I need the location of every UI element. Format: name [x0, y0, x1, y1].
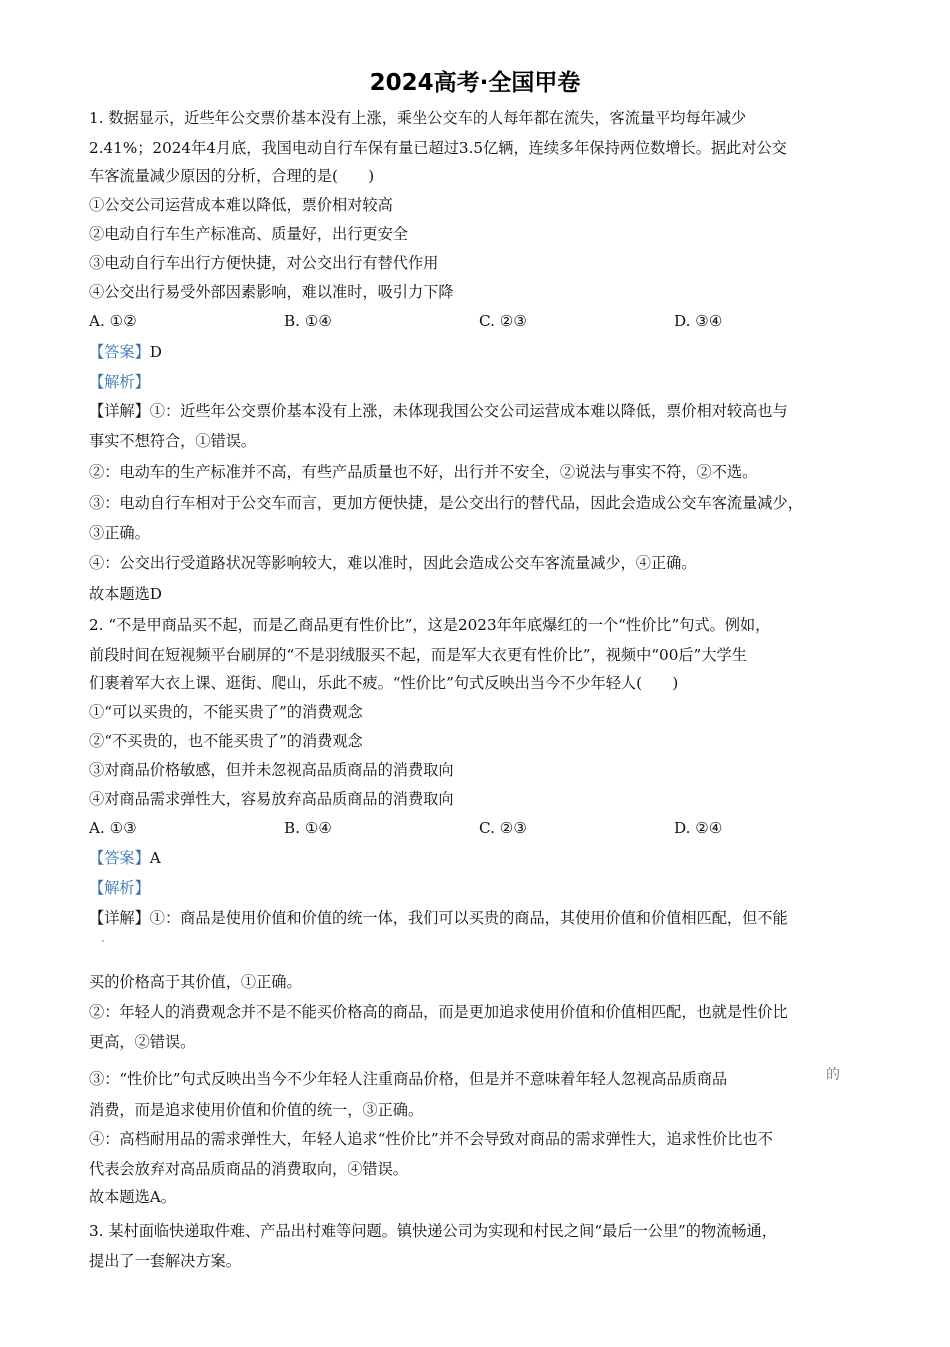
q2-detail-line: 代表会放弃对高品质商品的消费取向，④错误。: [89, 1160, 408, 1178]
q2-answer: [89, 848, 161, 868]
q1-option-c: C. ②③: [479, 312, 527, 330]
q1-item: ③电动自行车出行方便快捷，对公交出行有替代作用: [89, 254, 439, 272]
detail-text: ①：近些年公交票价基本没有上涨，未体现我国公交公司运营成本难以降低，票价相对较高也与: [149, 402, 788, 420]
q2-option-a: A. ①③: [89, 819, 137, 837]
q2-item: ②“不买贵的，也不能买贵了”的消费观念: [89, 732, 363, 750]
q2-detail-line: ③：“性价比”句式反映出当今不少年轻人注重商品价格，但是并不意味着年轻人忽视高品质商品: [89, 1070, 728, 1088]
answer-value: D: [149, 343, 162, 361]
stray-mark: [102, 940, 104, 942]
q1-option-b: B. ①④: [284, 312, 333, 330]
floating-character: 的: [826, 1067, 840, 1083]
q1-item: ①公交公司运营成本难以降低，票价相对较高: [89, 196, 393, 214]
q2-stem-line: 们裹着军大衣上课、逛街、爬山，乐此不疲。“性价比”句式反映出当今不少年轻人( ): [89, 674, 679, 692]
q1-option-d: D. ③④: [674, 312, 723, 330]
answer-label: 【答案】: [89, 343, 150, 361]
q2-item: ①“可以买贵的，不能买贵了”的消费观念: [89, 703, 363, 721]
q1-option-a: A. ①②: [89, 312, 137, 330]
detail-label: 【详解】: [89, 909, 150, 927]
q1-item: ②电动自行车生产标准高、质量好，出行更安全: [89, 225, 408, 243]
q2-detail-line: ④：高档耐用品的需求弹性大，年轻人追求“性价比”并不会导致对商品的需求弹性大，追求性价比也不: [89, 1130, 773, 1148]
analysis-label: 【解析】: [89, 373, 150, 391]
q2-detail-line: [89, 908, 788, 928]
q2-stem-line: 2. “不是甲商品买不起，而是乙商品更有性价比”，这是2023年年底爆红的一个“性价比”句式。例如，: [89, 616, 771, 634]
q1-analysis-heading: [89, 372, 150, 392]
page-title: 2024高考·全国甲卷: [369, 70, 581, 96]
q2-stem-line: 前段时间在短视频平台刷屏的“不是羽绒服买不起，而是军大衣更有性价比”，视频中“00后”大学生: [89, 646, 747, 664]
q1-item: ④公交出行易受外部因素影响，难以准时，吸引力下降: [89, 283, 454, 301]
q2-item: ③对商品价格敏感，但并未忽视高品质商品的消费取向: [89, 761, 454, 779]
q1-detail-line: ②：电动车的生产标准并不高，有些产品质量也不好，出行并不安全，②说法与事实不符，②不选。: [89, 463, 758, 481]
q1-detail-line: ④：公交出行受道路状况等影响较大，难以准时，因此会造成公交车客流量减少，④正确。: [89, 554, 697, 572]
q1-detail-line: 事实不想符合，①错误。: [89, 432, 257, 450]
q1-answer: [89, 342, 162, 362]
q2-detail-line: ②：年轻人的消费观念并不是不能买价格高的商品，而是更加追求使用价值和价值相匹配，也就是性价比: [89, 1003, 788, 1021]
q1-detail-line: ③正确。: [89, 524, 150, 542]
detail-label: 【详解】: [89, 402, 150, 420]
q2-conclusion: 故本题选A。: [89, 1188, 176, 1206]
q1-stem-line: 1. 数据显示，近些年公交票价基本没有上涨，乘坐公交车的人每年都在流失，客流量平均每年减少: [89, 109, 747, 127]
q1-conclusion: 故本题选D: [89, 585, 162, 603]
q2-detail-line: 消费，而是追求使用价值和价值的统一，③正确。: [89, 1101, 424, 1119]
analysis-label: 【解析】: [89, 879, 150, 897]
q2-option-d: D. ②④: [674, 819, 723, 837]
q2-option-c: C. ②③: [479, 819, 527, 837]
q1-stem-line: 车客流量减少原因的分析，合理的是( ): [89, 167, 375, 185]
q1-detail-line: ③：电动自行车相对于公交车而言，更加方便快捷，是公交出行的替代品，因此会造成公交车客流量减少，: [89, 494, 803, 512]
q1-stem-line: 2.41%；2024年4月底，我国电动自行车保有量已超过3.5亿辆，连续多年保持两位数增长。据此对公交: [89, 139, 787, 157]
q1-detail-line: [89, 401, 788, 421]
q3-stem-line: 提出了一套解决方案。: [89, 1252, 241, 1270]
q2-detail-line: 买的价格高于其价值，①正确。: [89, 973, 302, 991]
q2-item: ④对商品需求弹性大，容易放弃高品质商品的消费取向: [89, 790, 454, 808]
q2-option-b: B. ①④: [284, 819, 333, 837]
detail-text: ①：商品是使用价值和价值的统一体，我们可以买贵的商品，其使用价值和价值相匹配，但不能: [149, 909, 788, 927]
q2-analysis-heading: [89, 878, 150, 898]
q2-detail-line: 更高，②错误。: [89, 1033, 196, 1051]
q3-stem-line: 3. 某村面临快递取件难、产品出村难等问题。镇快递公司为实现和村民之间“最后一公里”的物流畅通，: [89, 1222, 777, 1240]
answer-value: A: [149, 849, 161, 867]
answer-label: 【答案】: [89, 849, 150, 867]
